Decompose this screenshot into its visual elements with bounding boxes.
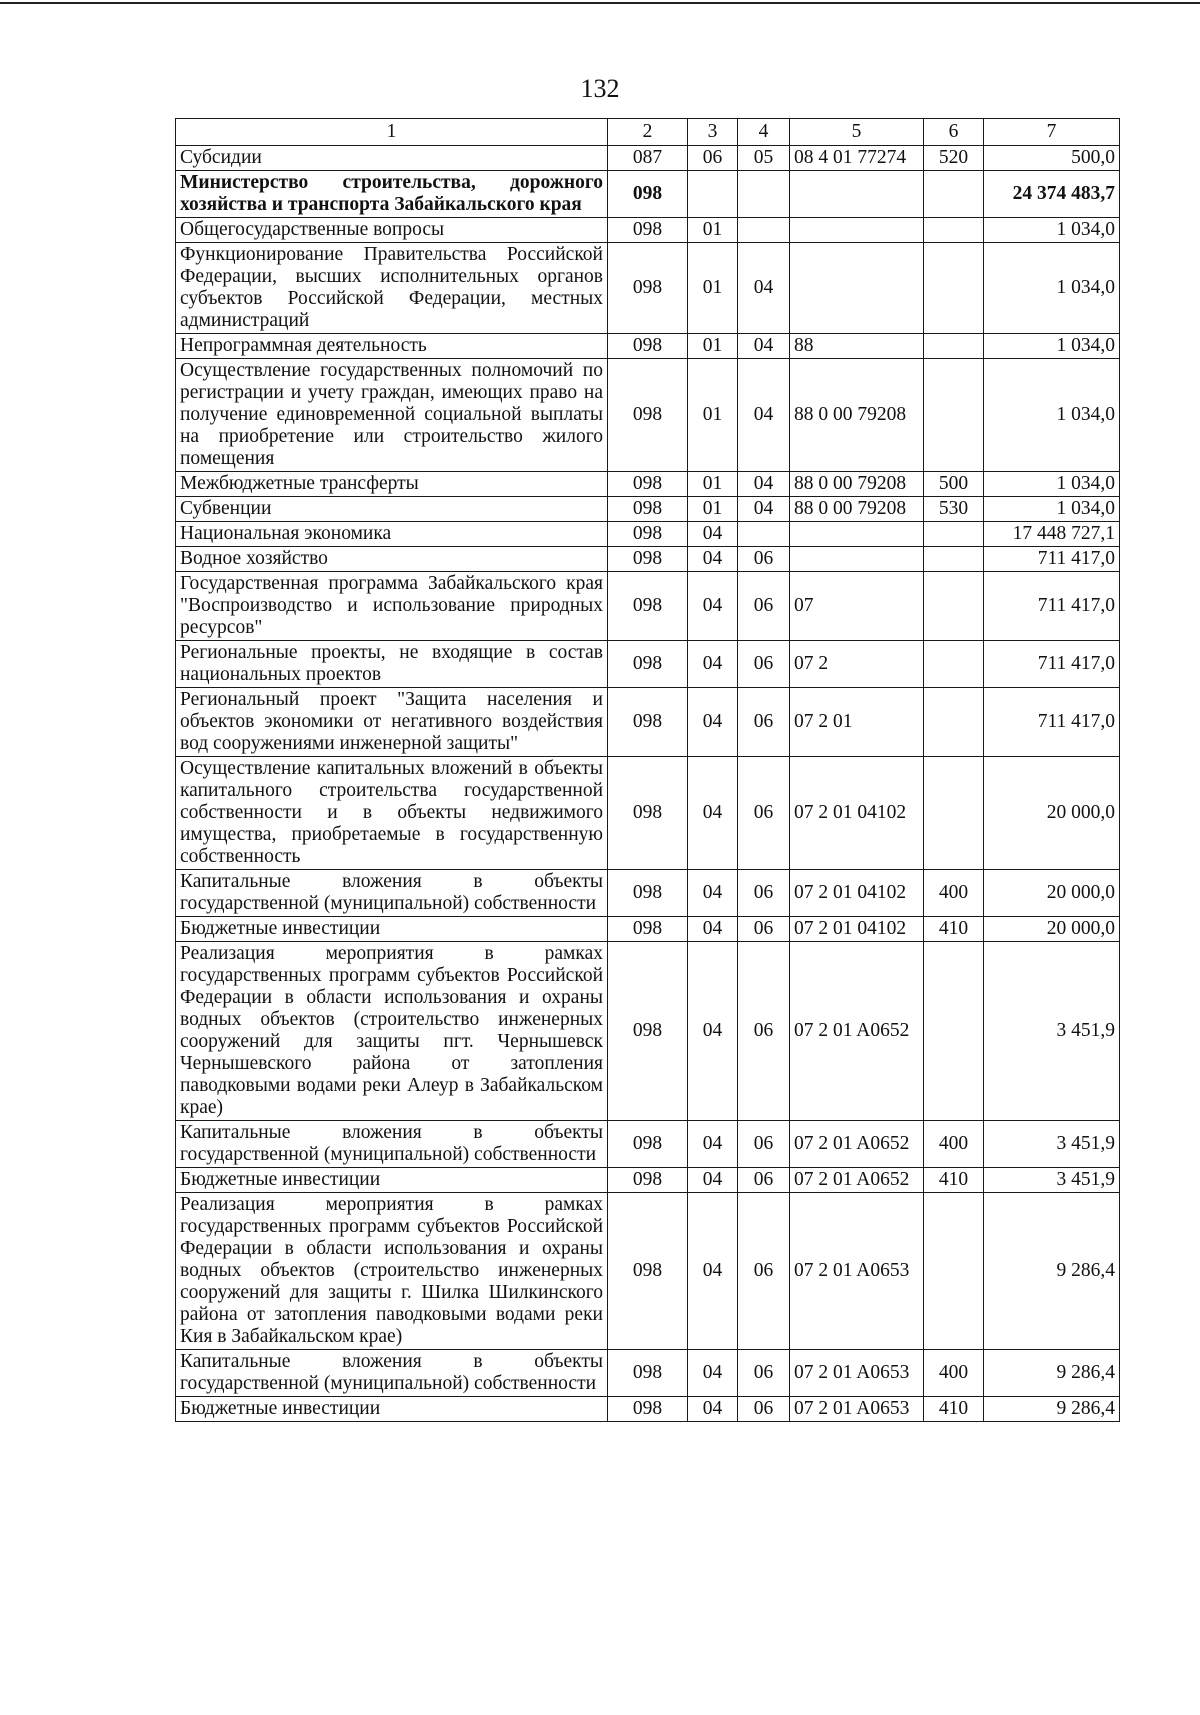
ministry-code-cell: 098 (608, 522, 688, 547)
subsection-code-cell: 06 (738, 572, 790, 641)
table-row (176, 870, 1120, 917)
amount-cell: 711 417,0 (984, 641, 1120, 688)
target-article-code-cell: 07 2 01 (790, 688, 924, 757)
amount-cell: 711 417,0 (984, 688, 1120, 757)
ministry-code-cell: 098 (608, 870, 688, 917)
amount-cell: 1 034,0 (984, 243, 1120, 334)
subsection-code-cell: 06 (738, 688, 790, 757)
subsection-code-cell: 04 (738, 334, 790, 359)
amount-cell: 1 034,0 (984, 218, 1120, 243)
expense-type-code-cell: 410 (924, 1397, 984, 1422)
amount-cell: 3 451,9 (984, 1121, 1120, 1168)
target-article-code-cell (790, 218, 924, 243)
subsection-code-cell: 06 (738, 1193, 790, 1350)
subsection-code-cell: 06 (738, 942, 790, 1121)
subsection-code-cell: 04 (738, 472, 790, 497)
column-header: 3 (688, 119, 738, 146)
table-row (176, 1193, 1120, 1350)
ministry-code-cell: 098 (608, 1350, 688, 1397)
amount-cell: 9 286,4 (984, 1193, 1120, 1350)
section-code-cell: 06 (688, 146, 738, 171)
ministry-code-cell: 098 (608, 1168, 688, 1193)
ministry-code-cell: 098 (608, 218, 688, 243)
table-row (176, 334, 1120, 359)
ministry-code-cell: 098 (608, 1121, 688, 1168)
table-row (176, 917, 1120, 942)
table-row (176, 688, 1120, 757)
table-row (176, 522, 1120, 547)
expense-type-code-cell: 530 (924, 497, 984, 522)
amount-cell: 500,0 (984, 146, 1120, 171)
target-article-code-cell: 88 0 00 79208 (790, 497, 924, 522)
expense-type-code-cell (924, 688, 984, 757)
amount-cell: 1 034,0 (984, 497, 1120, 522)
item-name-cell: Водное хозяйство (176, 547, 608, 572)
table-row (176, 641, 1120, 688)
item-name-cell: Осуществление государственных полномочий по регистрации и учету граждан, имеющих право на получение единовременной социальной выплаты на приобретение или строительство жилого помещения (176, 359, 608, 472)
budget-table (175, 118, 1120, 1422)
section-code-cell: 04 (688, 917, 738, 942)
item-name-cell: Субсидии (176, 146, 608, 171)
amount-cell: 9 286,4 (984, 1350, 1120, 1397)
target-article-code-cell: 88 (790, 334, 924, 359)
table-row (176, 757, 1120, 870)
target-article-code-cell: 07 2 01 04102 (790, 870, 924, 917)
subsection-code-cell: 05 (738, 146, 790, 171)
ministry-code-cell: 098 (608, 243, 688, 334)
table-row (176, 218, 1120, 243)
item-name-cell: Капитальные вложения в объекты государственной (муниципальной) собственности (176, 1121, 608, 1168)
ministry-code-cell: 098 (608, 757, 688, 870)
top-border-line (0, 2, 1200, 4)
item-name-cell: Министерство строительства, дорожного хозяйства и транспорта Забайкальского края (176, 171, 608, 218)
target-article-code-cell (790, 547, 924, 572)
table-row (176, 1397, 1120, 1422)
target-article-code-cell: 07 2 01 A0653 (790, 1397, 924, 1422)
expense-type-code-cell: 400 (924, 1121, 984, 1168)
target-article-code-cell (790, 243, 924, 334)
item-name-cell: Реализация мероприятия в рамках государственных программ субъектов Российской Федерации в области использования и охраны водных объектов (строительство инженерных сооружений для защиты пгт. Чернышевск Чернышевского района от затопления паводковыми водами реки Алеур в Забайкальском крае) (176, 942, 608, 1121)
subsection-code-cell: 06 (738, 870, 790, 917)
ministry-code-cell: 098 (608, 171, 688, 218)
ministry-code-cell: 098 (608, 472, 688, 497)
subsection-code-cell: 04 (738, 359, 790, 472)
target-article-code-cell: 07 2 01 A0652 (790, 942, 924, 1121)
expense-type-code-cell (924, 218, 984, 243)
item-name-cell: Капитальные вложения в объекты государственной (муниципальной) собственности (176, 1350, 608, 1397)
ministry-code-cell: 098 (608, 641, 688, 688)
target-article-code-cell: 07 2 01 04102 (790, 917, 924, 942)
subsection-code-cell (738, 171, 790, 218)
subsection-code-cell: 06 (738, 1397, 790, 1422)
amount-cell: 20 000,0 (984, 917, 1120, 942)
section-code-cell: 04 (688, 522, 738, 547)
table-row (176, 1350, 1120, 1397)
item-name-cell: Национальная экономика (176, 522, 608, 547)
amount-cell: 3 451,9 (984, 942, 1120, 1121)
amount-cell: 20 000,0 (984, 870, 1120, 917)
target-article-code-cell: 07 2 (790, 641, 924, 688)
subsection-code-cell: 06 (738, 1121, 790, 1168)
section-code-cell: 01 (688, 334, 738, 359)
item-name-cell: Непрограммная деятельность (176, 334, 608, 359)
target-article-code-cell: 07 2 01 A0652 (790, 1168, 924, 1193)
item-name-cell: Бюджетные инвестиции (176, 917, 608, 942)
section-code-cell (688, 171, 738, 218)
subsection-code-cell: 06 (738, 757, 790, 870)
ministry-code-cell: 098 (608, 572, 688, 641)
ministry-code-cell: 087 (608, 146, 688, 171)
section-code-cell: 04 (688, 1193, 738, 1350)
target-article-code-cell (790, 171, 924, 218)
table-row (176, 942, 1120, 1121)
expense-type-code-cell (924, 641, 984, 688)
ministry-code-cell: 098 (608, 497, 688, 522)
item-name-cell: Реализация мероприятия в рамках государственных программ субъектов Российской Федерации в области использования и охраны водных объектов (строительство инженерных сооружений для защиты г. Шилка Шилкинского района от затопления паводковыми водами реки Кия в Забайкальском крае) (176, 1193, 608, 1350)
section-code-cell: 04 (688, 1350, 738, 1397)
section-code-cell: 04 (688, 1121, 738, 1168)
table-row (176, 472, 1120, 497)
amount-cell: 17 448 727,1 (984, 522, 1120, 547)
amount-cell: 1 034,0 (984, 334, 1120, 359)
item-name-cell: Региональные проекты, не входящие в состав национальных проектов (176, 641, 608, 688)
amount-cell: 9 286,4 (984, 1397, 1120, 1422)
expense-type-code-cell: 400 (924, 870, 984, 917)
subsection-code-cell: 06 (738, 917, 790, 942)
subsection-code-cell: 06 (738, 1168, 790, 1193)
expense-type-code-cell: 400 (924, 1350, 984, 1397)
subsection-code-cell: 06 (738, 1350, 790, 1397)
expense-type-code-cell: 410 (924, 1168, 984, 1193)
amount-cell: 20 000,0 (984, 757, 1120, 870)
subsection-code-cell: 04 (738, 497, 790, 522)
section-code-cell: 01 (688, 472, 738, 497)
expense-type-code-cell (924, 171, 984, 218)
table-row (176, 1121, 1120, 1168)
target-article-code-cell (790, 522, 924, 547)
section-code-cell: 04 (688, 942, 738, 1121)
item-name-cell: Бюджетные инвестиции (176, 1397, 608, 1422)
section-code-cell: 04 (688, 870, 738, 917)
ministry-code-cell: 098 (608, 942, 688, 1121)
amount-cell: 711 417,0 (984, 572, 1120, 641)
table-row (176, 359, 1120, 472)
item-name-cell: Функционирование Правительства Российской Федерации, высших исполнительных органов субъектов Российской Федерации, местных администраций (176, 243, 608, 334)
ministry-code-cell: 098 (608, 359, 688, 472)
section-code-cell: 04 (688, 572, 738, 641)
ministry-code-cell: 098 (608, 917, 688, 942)
target-article-code-cell: 88 0 00 79208 (790, 359, 924, 472)
target-article-code-cell: 07 2 01 A0652 (790, 1121, 924, 1168)
section-code-cell: 01 (688, 497, 738, 522)
table-row (176, 146, 1120, 171)
amount-cell: 24 374 483,7 (984, 171, 1120, 218)
section-code-cell: 01 (688, 359, 738, 472)
expense-type-code-cell (924, 359, 984, 472)
expense-type-code-cell: 500 (924, 472, 984, 497)
subsection-code-cell (738, 522, 790, 547)
section-code-cell: 04 (688, 757, 738, 870)
column-header: 2 (608, 119, 688, 146)
expense-type-code-cell (924, 572, 984, 641)
section-code-cell: 04 (688, 641, 738, 688)
item-name-cell: Субвенции (176, 497, 608, 522)
column-header: 4 (738, 119, 790, 146)
expense-type-code-cell (924, 1193, 984, 1350)
target-article-code-cell: 08 4 01 77274 (790, 146, 924, 171)
item-name-cell: Государственная программа Забайкальского края "Воспроизводство и использование природных ресурсов" (176, 572, 608, 641)
section-code-cell: 04 (688, 1397, 738, 1422)
ministry-code-cell: 098 (608, 688, 688, 757)
subsection-code-cell: 06 (738, 641, 790, 688)
expense-type-code-cell (924, 757, 984, 870)
expense-type-code-cell (924, 522, 984, 547)
target-article-code-cell: 07 2 01 A0653 (790, 1193, 924, 1350)
table-row (176, 171, 1120, 218)
ministry-code-cell: 098 (608, 547, 688, 572)
amount-cell: 711 417,0 (984, 547, 1120, 572)
ministry-code-cell: 098 (608, 1397, 688, 1422)
expense-type-code-cell: 520 (924, 146, 984, 171)
section-code-cell: 01 (688, 218, 738, 243)
expense-type-code-cell (924, 547, 984, 572)
item-name-cell: Капитальные вложения в объекты государственной (муниципальной) собственности (176, 870, 608, 917)
table-row (176, 572, 1120, 641)
column-header: 1 (176, 119, 608, 146)
table-row (176, 547, 1120, 572)
ministry-code-cell: 098 (608, 1193, 688, 1350)
subsection-code-cell: 04 (738, 243, 790, 334)
item-name-cell: Бюджетные инвестиции (176, 1168, 608, 1193)
expense-type-code-cell (924, 243, 984, 334)
subsection-code-cell (738, 218, 790, 243)
section-code-cell: 01 (688, 243, 738, 334)
item-name-cell: Осуществление капитальных вложений в объекты капитального строительства государственной собственности и в объекты недвижимого имущества, приобретаемые в государственную собственность (176, 757, 608, 870)
table-row (176, 497, 1120, 522)
item-name-cell: Общегосударственные вопросы (176, 218, 608, 243)
item-name-cell: Межбюджетные трансферты (176, 472, 608, 497)
section-code-cell: 04 (688, 688, 738, 757)
amount-cell: 3 451,9 (984, 1168, 1120, 1193)
expense-type-code-cell (924, 334, 984, 359)
table-row (176, 1168, 1120, 1193)
section-code-cell: 04 (688, 1168, 738, 1193)
target-article-code-cell: 07 2 01 A0653 (790, 1350, 924, 1397)
column-header: 7 (984, 119, 1120, 146)
target-article-code-cell: 07 2 01 04102 (790, 757, 924, 870)
column-header: 6 (924, 119, 984, 146)
header-row (176, 119, 1120, 146)
expense-type-code-cell: 410 (924, 917, 984, 942)
target-article-code-cell: 88 0 00 79208 (790, 472, 924, 497)
subsection-code-cell: 06 (738, 547, 790, 572)
amount-cell: 1 034,0 (984, 472, 1120, 497)
column-header: 5 (790, 119, 924, 146)
section-code-cell: 04 (688, 547, 738, 572)
ministry-code-cell: 098 (608, 334, 688, 359)
item-name-cell: Региональный проект "Защита населения и объектов экономики от негативного воздействия вод сооружениями инженерной защиты" (176, 688, 608, 757)
amount-cell: 1 034,0 (984, 359, 1120, 472)
page-number: 132 (580, 74, 620, 103)
expense-type-code-cell (924, 942, 984, 1121)
table-row (176, 243, 1120, 334)
target-article-code-cell: 07 (790, 572, 924, 641)
